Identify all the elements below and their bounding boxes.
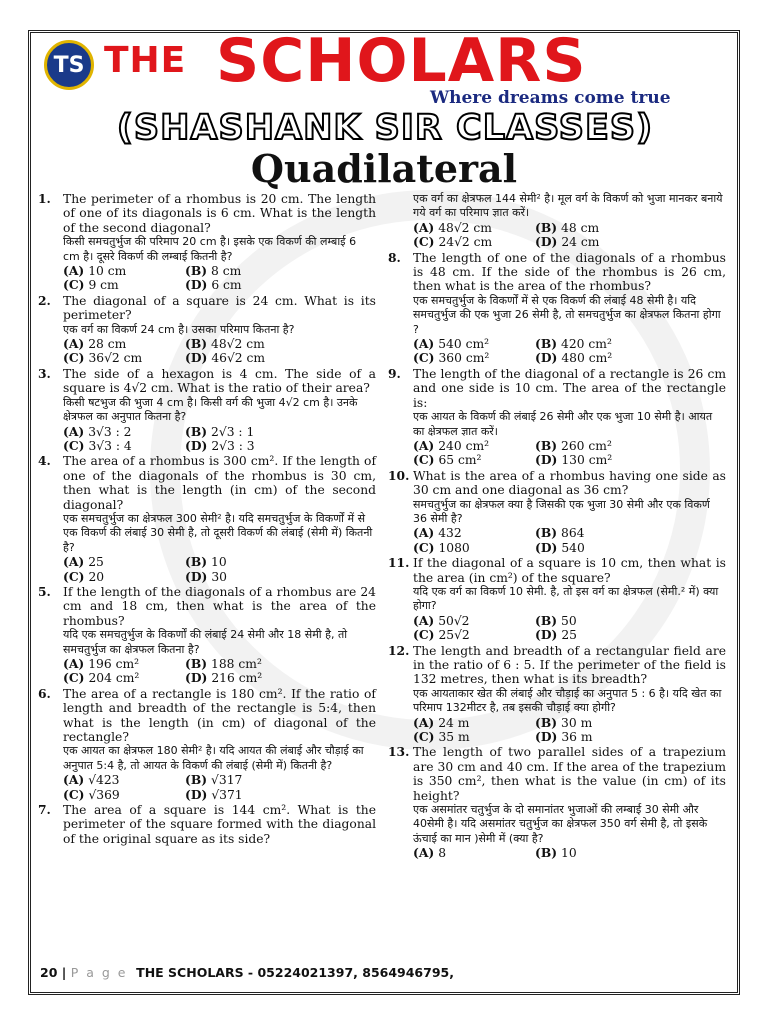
option — [185, 425, 376, 439]
option — [535, 526, 726, 540]
question-text-en: What is the area of a rhombus having one side as 30 cm and one diagonal as 36 cm? — [413, 468, 726, 498]
option-text: 24√2 cm — [438, 235, 493, 250]
option-text: 204 cm² — [88, 671, 140, 686]
option-label: (C) — [63, 786, 85, 802]
page-number: 20 — [40, 965, 58, 980]
option — [413, 614, 535, 628]
option-text: 10 cm — [88, 264, 127, 279]
question-number: 10. — [388, 467, 410, 483]
option-label: (C) — [413, 350, 435, 366]
question-item — [388, 192, 726, 250]
question-number: 7. — [38, 802, 51, 818]
option-label: (B) — [185, 423, 208, 439]
question-text-hi: यदि एक समचतुर्भुज के विकर्णों की लंबाई 24 सेमी और 18 सेमी है, तो समचतुर्भुज का क्षेत्रफल कितना है? — [63, 628, 348, 656]
option — [185, 351, 376, 365]
question-item — [38, 585, 376, 686]
option — [185, 337, 376, 351]
question-item — [38, 367, 376, 453]
option-label: (A) — [413, 612, 435, 628]
option-text: 2√3 : 3 — [211, 438, 255, 453]
question-text-en: The area of a square is 144 cm². What is the perimeter of the square formed with the diagonal of the original square as its side? — [63, 803, 376, 846]
question-item — [38, 803, 376, 846]
option-text: 25 — [88, 555, 104, 570]
option — [185, 671, 376, 685]
option-label: (A) — [63, 772, 85, 788]
option — [413, 628, 535, 642]
option-text: 9 cm — [88, 278, 119, 293]
option-label: (C) — [413, 539, 435, 555]
question-text-hi: समचतुर्भुज का क्षेत्रफल क्या है जिसकी एक भुजा 30 सेमी और एक विकर्ण 36 सेमी है? — [413, 497, 710, 525]
option-label: (C) — [413, 234, 435, 250]
question-text-hi: किसी षटभुज की भुजा 4 cm है। किसी वर्ग की भुजा 4√2 cm है। उनके क्षेत्रफल का अनुपात कितना है? — [63, 395, 358, 424]
option-text: 30 — [211, 569, 227, 584]
question-text-en: If the length of the diagonals of a rhombus are 24 cm and 18 cm, then what is the area of the rhombus? — [63, 584, 376, 628]
option — [413, 439, 535, 453]
option-text: 260 cm² — [561, 438, 612, 453]
option-label: (B) — [185, 772, 208, 788]
option-text: 48√2 cm — [438, 220, 492, 235]
question-item — [388, 469, 726, 555]
question-text-hi: एक आयताकार खेत की लंबाई और चौड़ाई का अनुपात 5 : 6 है। यदि खेत का परिमाप 132मीटर है, तब इसकी चौड़ाई क्या होगी? — [413, 686, 722, 715]
option — [63, 351, 185, 365]
option — [413, 337, 535, 351]
option-label: (B) — [185, 263, 208, 279]
question-number: 3. — [38, 365, 51, 381]
option-text: 360 cm² — [438, 351, 490, 366]
option-label: (D) — [535, 452, 558, 468]
page-title: Quadilateral — [250, 146, 518, 191]
option-label: (B) — [535, 525, 558, 541]
question-number: 5. — [38, 583, 51, 599]
option-text: 48√2 cm — [211, 337, 265, 352]
option-text: 35 m — [438, 730, 470, 745]
question-text-hi: किसी समचतुर्भुज की परिमाप 20 cm है। इसके एक विकर्ण की लम्बाई 6 cm है। दूसरे विकर्ण की लम्बाई कितनी है? — [63, 235, 357, 263]
footer-contact: THE SCHOLARS - 05224021397, 8564946795, — [136, 965, 454, 980]
option-text: 216 cm² — [211, 671, 263, 686]
option-text: 28 cm — [88, 337, 127, 352]
option — [63, 439, 185, 453]
option-label: (D) — [535, 350, 558, 366]
option-text: 10 — [561, 846, 577, 861]
option-label: (B) — [535, 845, 558, 861]
question-number: 6. — [38, 685, 51, 701]
option — [63, 278, 185, 292]
option — [185, 555, 376, 569]
page-word: P a g e — [70, 965, 128, 980]
option-text: √369 — [88, 787, 120, 802]
option-text: 6 cm — [211, 278, 242, 293]
option-label: (B) — [185, 554, 208, 570]
option — [185, 570, 376, 584]
option-label: (C) — [413, 452, 435, 468]
footer — [40, 965, 454, 980]
option-label: (C) — [413, 729, 435, 745]
option — [413, 526, 535, 540]
question-text-hi: एक समचतुर्भुज का क्षेत्रफल 300 सेमी² है। यदि समचतुर्भुज के विकर्णों में से एक विकर्ण की लंबाई 30 सेमी है, तो दूसरी विकर्ण की लंबाई (सेमी में) कितनी है? — [63, 511, 373, 554]
option-label: (B) — [535, 612, 558, 628]
option — [185, 439, 376, 453]
question-number: 8. — [388, 249, 401, 265]
option-text: 1080 — [438, 540, 470, 555]
option-label: (A) — [63, 554, 85, 570]
option-label: (B) — [535, 219, 558, 235]
option — [63, 788, 185, 802]
option-text: 540 — [561, 540, 585, 555]
question-text-hi: एक असमांतर चतुर्भुज के दो समानांतर भुजाओं की लम्बाई 30 सेमी और 40सेमी है। यदि असमांतर चतुर्भुज का क्षेत्रफल 350 वर्ग सेमी है, तो इसके ऊंचाई का मान )सेमी में (क्या है? — [413, 803, 708, 845]
option-label: (B) — [535, 714, 558, 730]
option — [535, 221, 726, 235]
option — [63, 773, 185, 787]
question-text-en: The side of a hexagon is 4 cm. The side of a square is 4√2 cm. What is the ratio of their area? — [63, 366, 376, 396]
question-text-hi: एक वर्ग का क्षेत्रफल 144 सेमी² है। मूल वर्ग के विकर्ण को भुजा मानकर बनाये गये वर्ग का परिमाप ज्ञात करें। — [413, 192, 723, 220]
question-text-en: The length of one of the diagonals of a rhombus is 48 cm. If the side of the rhombus is 26 cm, then what is the area of the rhombus? — [413, 250, 726, 294]
question-item — [388, 745, 726, 860]
option — [63, 657, 185, 671]
option — [185, 773, 376, 787]
option — [413, 541, 535, 555]
option-text: 3√3 : 2 — [88, 424, 132, 439]
option-label: (A) — [413, 845, 435, 861]
right-column — [388, 192, 726, 862]
option-label: (A) — [413, 437, 435, 453]
option — [185, 788, 376, 802]
option-text: 8 cm — [211, 264, 242, 279]
question-number: 9. — [388, 365, 401, 381]
option — [535, 716, 726, 730]
option-text: 50√2 — [438, 613, 470, 628]
option-text: 8 — [438, 846, 447, 861]
question-text-en: The diagonal of a square is 24 cm. What is its perimeter? — [63, 293, 376, 323]
option-text: √423 — [88, 773, 120, 788]
question-text-en: The area of a rectangle is 180 cm². If the ratio of length and breadth of the rectangle is 5:4, then what is the length (in cm) of diagonal of the rectangle? — [63, 686, 376, 745]
option-label: (A) — [63, 263, 85, 279]
option-label: (B) — [185, 336, 208, 352]
option — [185, 264, 376, 278]
option — [63, 264, 185, 278]
question-text-en: The length of two parallel sides of a trapezium are 30 cm and 40 cm. If the area of the trapezium is 350 cm², then what is the value (in cm) of its height? — [413, 745, 726, 803]
option — [535, 614, 726, 628]
option — [413, 846, 535, 860]
option-label: (B) — [535, 336, 558, 352]
question-item — [38, 687, 376, 802]
option — [185, 278, 376, 292]
option — [63, 425, 185, 439]
option — [63, 570, 185, 584]
tagline: Where dreams come true — [430, 88, 671, 108]
question-number — [388, 192, 413, 221]
option — [535, 846, 726, 860]
logo: TS — [44, 40, 94, 90]
option-label: (C) — [63, 277, 85, 293]
option-label: (A) — [413, 525, 435, 541]
option-label: (A) — [413, 219, 435, 235]
question-text-hi: एक समचतुर्भुज के विकर्णों में से एक विकर्ण की लंबाई 48 सेमी है। यदि समचतुर्भुज की एक भुजा 26 सेमी है, तो समचतुर्भुज का क्षेत्रफल कितना होगा ? — [413, 293, 721, 336]
option — [413, 221, 535, 235]
option-text: 48 cm — [561, 220, 600, 235]
option — [413, 730, 535, 744]
option — [185, 657, 376, 671]
question-text-hi: यदि एक वर्ग का विकर्ण 10 सेमी. है, तो इस वर्ग का क्षेत्रफल (सेमी.² में) क्या होगा? — [413, 584, 719, 613]
option-text: 3√3 : 4 — [88, 438, 132, 453]
footer-pipe: | — [61, 965, 67, 980]
question-text-hi: एक आयत का क्षेत्रफल 180 सेमी² है। यदि आयत की लंबाई और चौड़ाई का अनुपात 5:4 है, तो आयत के विकर्ण की लंबाई (सेमी में) कितनी है? — [63, 744, 364, 772]
question-number: 2. — [38, 292, 51, 308]
option-text: 25 — [561, 628, 577, 643]
brand-name: SCHOLARS — [216, 26, 587, 96]
question-number: 11. — [388, 555, 410, 571]
question-number: 13. — [388, 744, 410, 760]
question-text-en: The length and breadth of a rectangular field are in the ratio of 6 : 5. If the perimeter of the field is 132 metres, then what is its breadth? — [413, 643, 726, 687]
option-label: (D) — [535, 729, 558, 745]
option — [535, 541, 726, 555]
option-label: (A) — [413, 714, 435, 730]
option-text: 50 — [561, 613, 577, 628]
option-text: 2√3 : 1 — [211, 424, 255, 439]
question-text-en: The area of a rhombus is 300 cm². If the length of one of the diagonals of the rhombus is 30 cm, then what is the length (in cm) of the second diagonal? — [63, 454, 376, 512]
option-label: (D) — [185, 670, 208, 686]
option-text: 432 — [438, 526, 462, 541]
option — [63, 671, 185, 685]
question-item — [38, 454, 376, 584]
option-text: 65 cm² — [438, 453, 482, 468]
option-text: 188 cm² — [211, 657, 262, 671]
option — [535, 351, 726, 365]
question-text-hi: एक आयत के विकर्ण की लंबाई 26 सेमी और एक भुजा 10 सेमी है। आयत का क्षेत्रफल ज्ञात करें। — [413, 410, 713, 438]
question-item — [388, 556, 726, 642]
option-label: (D) — [185, 786, 208, 802]
option-text: 420 cm² — [561, 337, 612, 352]
option — [535, 439, 726, 453]
option-label: (D) — [535, 627, 558, 643]
option-label: (C) — [63, 437, 85, 453]
option — [413, 716, 535, 730]
option-label: (A) — [63, 423, 85, 439]
question-item — [38, 294, 376, 366]
left-column — [38, 192, 376, 847]
brand-the: THE — [104, 40, 187, 81]
question-item — [388, 644, 726, 745]
question-text-en: The perimeter of a rhombus is 20 cm. The length of one of its diagonals is 6 cm. What is the length of the second diagonal? — [63, 192, 376, 235]
option-label: (D) — [185, 350, 208, 366]
option-label: (D) — [535, 234, 558, 250]
option-text: 20 — [88, 569, 105, 584]
question-text-en: If the diagonal of a square is 10 cm, then what is the area (in cm²) of the square? — [413, 556, 726, 585]
option — [535, 628, 726, 642]
question-text-en: The length of the diagonal of a rectangle is 26 cm and one side is 10 cm. The area of the rectangle is: — [413, 366, 726, 410]
option-text: 864 — [561, 526, 585, 541]
option-label: (C) — [413, 627, 435, 643]
option-label: (D) — [185, 437, 208, 453]
question-item — [388, 251, 726, 366]
question-item — [38, 192, 376, 293]
option — [413, 351, 535, 365]
option-label: (C) — [63, 568, 85, 584]
option — [535, 730, 726, 744]
option — [535, 235, 726, 249]
option-label: (D) — [185, 568, 208, 584]
question-text-hi: एक वर्ग का विकर्ण 24 cm है। उसका परिमाप कितना है? — [63, 322, 295, 336]
option-text: 30 m — [561, 715, 593, 730]
option-label: (D) — [535, 539, 558, 555]
option — [535, 453, 726, 467]
option-label: (C) — [63, 670, 85, 686]
option-label: (A) — [63, 336, 85, 352]
question-number: 4. — [38, 453, 51, 469]
question-item — [388, 367, 726, 468]
option-label: (B) — [535, 437, 558, 453]
option — [413, 453, 535, 467]
option-text: 130 cm² — [561, 453, 613, 468]
option-text: 24 m — [438, 715, 470, 730]
option-text: 46√2 cm — [211, 351, 266, 366]
option — [63, 555, 185, 569]
classes-banner: (SHASHANK SIR CLASSES) — [116, 108, 654, 148]
option-text: 540 cm² — [438, 337, 490, 352]
question-number: 1. — [38, 191, 51, 206]
option-text: 240 cm² — [438, 438, 490, 453]
option-text: √317 — [211, 773, 243, 788]
option — [413, 235, 535, 249]
option-text: 36√2 cm — [88, 351, 143, 366]
option — [63, 337, 185, 351]
option-text: 480 cm² — [561, 351, 613, 366]
option-label: (B) — [185, 656, 208, 671]
option-label: (D) — [185, 277, 208, 293]
option-text: 36 m — [561, 730, 593, 745]
option-text: 196 cm² — [88, 657, 140, 671]
option-label: (C) — [63, 350, 85, 366]
option-label: (A) — [413, 336, 435, 352]
option — [535, 337, 726, 351]
option-text: 24 cm — [561, 235, 600, 250]
option-text: 10 — [211, 555, 227, 570]
option-text: √371 — [211, 787, 243, 802]
option-label: (A) — [63, 656, 85, 671]
option-text: 25√2 — [438, 628, 470, 643]
question-number: 12. — [388, 642, 410, 658]
